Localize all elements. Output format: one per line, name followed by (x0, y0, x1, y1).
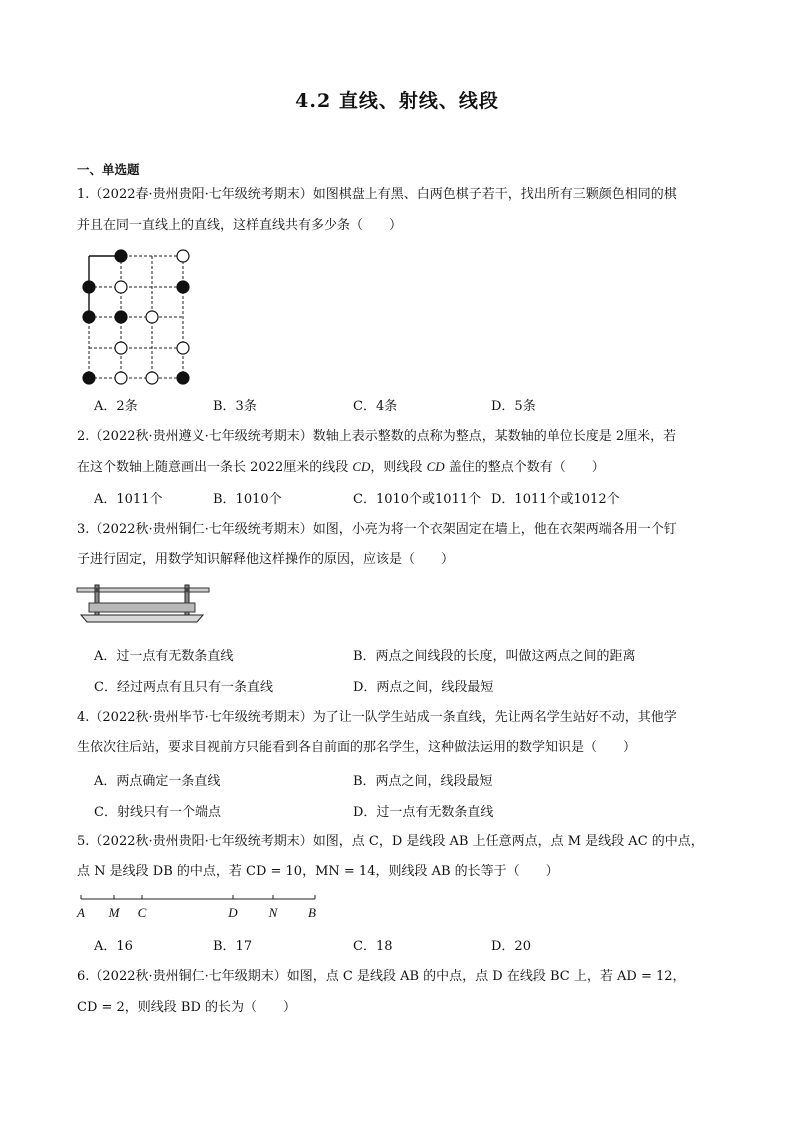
q2-line2-text-c: 盖住的整点个数有（ ） (444, 460, 605, 475)
q2-segment-cd-2: CD (426, 459, 445, 474)
q1-option-d: D．5条 (491, 399, 536, 414)
q2-line1: 2.（2022秋·贵州遵义·七年级统考期末）数轴上表示整数的点称为整点，某数轴的单位长度是 2厘米，若 (77, 429, 677, 444)
q4-option-d: D．过一点有无数条直线 (353, 805, 494, 820)
q4-option-c: C．射线只有一个端点 (94, 805, 221, 820)
q2-option-c: C．1010个或1011个 (353, 492, 482, 507)
q5-option-a: A．16 (94, 939, 133, 954)
q4-line1: 4.（2022秋·贵州毕节·七年级统考期末）为了让一队学生站成一条直线，先让两名学生站好不动，其他学 (77, 710, 677, 725)
q3-option-a: A．过一点有无数条直线 (94, 649, 234, 664)
q3-line2: 子进行固定，用数学知识解释他这样操作的原因，应该是（ ） (77, 552, 455, 567)
q3-option-c: C．经过两点有且只有一条直线 (94, 680, 273, 695)
point-label-d: D (228, 905, 238, 920)
q4-option-a: A．两点确定一条直线 (94, 774, 221, 789)
q4-line2: 生依次往后站，要求目视前方只能看到各自前面的那名学生，这种做法运用的数学知识是（ ） (77, 740, 637, 755)
q4-option-b: B．两点之间，线段最短 (353, 774, 493, 789)
q2-option-b: B．1010个 (213, 492, 282, 507)
q5-line2: 点 N 是线段 DB 的中点，若 CD = 10，MN = 14，则线段 AB 的长等于（ ） (77, 864, 559, 879)
q5-option-c: C．18 (353, 939, 393, 954)
q3-option-d: D．两点之间，线段最短 (353, 680, 494, 695)
q2-line2-text-a: 在这个数轴上随意画出一条长 2022厘米的线段 (77, 460, 353, 475)
q5-option-b: B．17 (213, 939, 253, 954)
q1-option-a: A．2条 (94, 399, 138, 414)
q2-segment-cd: CD (352, 459, 371, 474)
q1-option-c: C．4条 (353, 399, 398, 414)
q2-option-a: A．1011个 (94, 492, 163, 507)
point-label-a: A (77, 905, 85, 920)
point-label-m: M (108, 905, 120, 920)
q1-option-b: B．3条 (213, 399, 257, 414)
q5-option-d: D．20 (491, 939, 531, 954)
q2-line2-text-b: ，则线段 (370, 460, 427, 475)
point-label-b: B (308, 905, 316, 920)
q5-line1: 5.（2022秋·贵州贵阳·七年级统考期末）如图，点 C，D 是线段 AB 上任意两点，点 M 是线段 AC 的中点， (77, 834, 704, 849)
q3-line1: 3.（2022秋·贵州铜仁·七年级统考期末）如图，小亮为将一个衣架固定在墙上，他在衣架两端各用一个钉 (77, 522, 677, 537)
q1-line1: 1.（2022春·贵州贵阳·七年级统考期末）如图棋盘上有黑、白两色棋子若干，找出所有三颗颜色相同的棋 (77, 187, 677, 202)
page-title: 4.2 直线、射线、线段 (295, 90, 499, 112)
q2-option-d: D．1011个或1012个 (491, 492, 620, 507)
q6-line1: 6.（2022秋·贵州铜仁·七年级期末）如图，点 C 是线段 AB 的中点，点 D 在线段 BC 上，若 AD = 12， (77, 969, 686, 984)
point-label-c: C (137, 905, 147, 920)
q2-line2 (77, 457, 605, 478)
segment-figure (75, 893, 325, 925)
hanger-figure (77, 583, 209, 628)
q1-line2: 并且在同一直线上的直线，这样直线共有多少条（ ） (77, 218, 403, 233)
go-board-figure (82, 250, 197, 385)
point-label-n: N (268, 905, 278, 920)
q6-line2: CD = 2，则线段 BD 的长为（ ） (77, 1000, 297, 1015)
q3-option-b: B．两点之间线段的长度，叫做这两点之间的距离 (353, 649, 636, 664)
section-heading: 一、单选题 (77, 162, 140, 177)
